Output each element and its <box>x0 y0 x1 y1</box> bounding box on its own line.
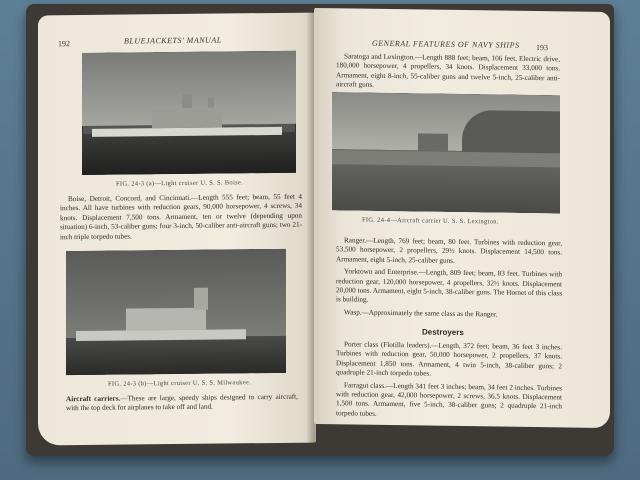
aircraft-carriers-text: —These are large, speedy ships designed to carry aircraft, with the top deck for airplanes to take off and land. <box>66 392 298 413</box>
paragraph-saratoga <box>336 52 560 96</box>
left-page-number: 192 <box>58 39 70 49</box>
right-running-head: GENERAL FEATURES OF NAVY SHIPS <box>372 38 520 50</box>
left-running-head: BLUEJACKETS' MANUAL <box>124 35 222 46</box>
paragraph-ranger: Ranger.—Length, 769 feet; beam, 80 feet. Turbines with reduction gear, 53,500 horsepower, 2 propellers, 29½ knots. Displacement 14,500 tons. Armament, eight 5-inch, 25-caliber guns. <box>336 236 562 265</box>
right-page <box>314 8 610 428</box>
caption-lexington: FIG. 24-4—Aircraft carrier U. S. S. Lexington. <box>362 216 499 226</box>
paragraph-aircraft-carriers <box>66 393 298 417</box>
paragraph-boise-text: Boise, Detroit, Concord, and Cincinnati.—Length 555 feet; beam, 55 feet 4 inches. All have turbines with reduction gears, 90,000 horsepower, 4 screws, 34 knots. Displacement 7,500 tons. Armament, ten or twelve (depending upon situation) 6-inch, 53-caliber guns; four 3-inch, 50-caliber anti-aircraft guns; two 21-inch triple torpedo tubes. <box>60 192 302 241</box>
aircraft-carriers-lead: Aircraft carriers. <box>66 394 121 404</box>
paragraph-saratoga-text: Saratoga and Lexington.—Length 888 feet; beam, 106 feet. Electric drive, 180,000 horsepower, 4 propellers, 34 knots. Displacement 33,000 tons. Armament, eight 8-inch, 55-caliber guns and twelve 5-inch, 25-caliber anti-aircraft guns. <box>336 52 560 89</box>
paragraph-wasp: Wasp.—Approximately the same class as the Ranger. <box>344 308 498 319</box>
left-page <box>38 13 316 446</box>
text-block-destroyers <box>336 340 562 424</box>
photo-boise <box>82 51 296 175</box>
paragraph-farragut: Farragut class.—Length 341 feet 3 inches; beam, 34 feet 2 inches. Turbines with reduction gear, 42,000 horsepower, 2 screws, 36.5 knots. Displacement 1,500 tons. Armament, five 5-inch, 38-caliber guns; 2 quadruple 21-inch torpedo tubes. <box>336 380 562 418</box>
paragraph-boise <box>60 193 302 246</box>
photo-lexington <box>332 92 560 213</box>
text-block-carriers <box>336 236 562 323</box>
heading-destroyers: Destroyers <box>422 327 464 338</box>
paragraph-yorktown: Yorktown and Enterprise.—Length, 809 feet; beam, 83 feet. Turbines with reduction gear, 120,000 horsepower, 4 propellers, 32½ knots. Displacement 20,000 tons. Armament, eight 5-inch, 38-caliber guns. The Hornet of this class is building. <box>336 267 562 305</box>
caption-boise: FIG. 24-3 (a)—Light cruiser U. S. S. Boise. <box>116 179 243 188</box>
right-page-number: 193 <box>536 43 548 53</box>
photo-milwaukee <box>66 249 286 375</box>
caption-milwaukee: FIG. 24-3 (b)—Light cruiser U. S. S. Milwaukee. <box>108 379 251 388</box>
paragraph-porter: Porter class (Flotilla leaders).—Length, 372 feet; beam, 36 feet 3 inches. Turbines with reduction gear, 50,000 horsepower, 2 propellers, 37 knots. Displacement 1,850 tons. Armament, 4 twin 5-inch, 38-caliber guns; 2 quadruple 21-inch torpedo tubes. <box>336 340 562 378</box>
